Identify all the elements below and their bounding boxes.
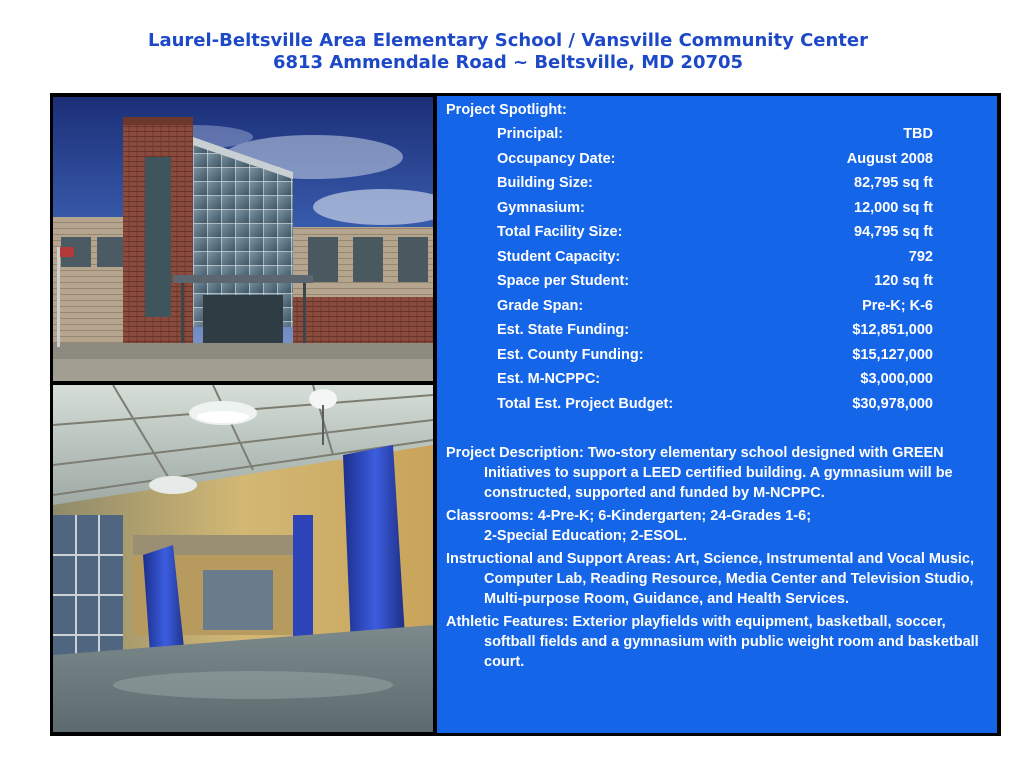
spotlight-heading: Project Spotlight: (446, 102, 567, 118)
spec-value: $12,851,000 (852, 322, 933, 338)
spec-value: 82,795 sq ft (854, 175, 933, 191)
spec-label: Total Facility Size: (497, 224, 623, 240)
spec-row-mncppc (437, 369, 997, 389)
athletic-features: Athletic Features: Exterior playfields with equipment, basketball, soccer, softball fields and a gymnasium with public weight room and basketball court. (446, 614, 979, 670)
spec-row-gymnasium (437, 198, 997, 218)
spec-row-student-capacity (437, 247, 997, 267)
page-title (0, 30, 1016, 74)
spec-value: August 2008 (846, 150, 933, 167)
spec-label: Total Est. Project Budget: (497, 395, 674, 412)
classrooms (446, 506, 986, 546)
spec-value: Pre-K; K-6 (862, 297, 933, 314)
classrooms-line-2: 2-Special Education; 2-ESOL. (484, 528, 688, 544)
spec-row-occupancy-date (437, 149, 997, 169)
spec-value: 94,795 sq ft (854, 224, 933, 240)
spec-row-county-funding (437, 345, 997, 365)
spec-label: Est. M-NCPPC: (497, 371, 601, 387)
spec-row-building-size (437, 173, 997, 193)
spec-label: Student Capacity: (497, 248, 621, 265)
spec-value: $30,978,000 (852, 395, 933, 412)
title-line-school-name: Laurel-Beltsville Area Elementary School / Vansville Community Center (147, 30, 868, 51)
project-info-panel (437, 96, 997, 733)
spec-row-principal (437, 124, 997, 144)
spec-label: Occupancy Date: (497, 150, 616, 167)
project-description: Project Description: Two-story elementary school designed with GREEN Initiatives to support a LEED certified building. A gymnasium will be constructed, supported and funded by M-NCPPC. (446, 445, 953, 501)
spec-value: 792 (908, 248, 933, 265)
spec-label: Est. County Funding: (497, 346, 644, 363)
spec-value: TBD (903, 126, 933, 142)
title-line-address: 6813 Ammendale Road ~ Beltsville, MD 20705 (272, 52, 744, 73)
spec-label: Grade Span: (497, 297, 584, 314)
exterior-photo (53, 97, 433, 381)
interior-photo (53, 385, 433, 732)
spec-label: Est. State Funding: (497, 322, 630, 338)
spec-label: Gymnasium: (497, 199, 585, 216)
spec-value: 120 sq ft (874, 273, 933, 289)
spec-value: 12,000 sq ft (854, 199, 933, 216)
project-description-section (446, 443, 986, 675)
spec-row-state-funding (437, 320, 997, 340)
classrooms-line-1: Classrooms: 4-Pre-K; 6-Kindergarten; 24-Grades 1-6; (446, 508, 812, 524)
spec-value: $3,000,000 (860, 371, 933, 387)
instructional-areas: Instructional and Support Areas: Art, Science, Instrumental and Vocal Music, Computer Lab, Reading Resource, Media Center and Television Studio, Multi-purpose Room, Guidance, and Health Services. (446, 551, 975, 607)
spec-row-total-facility-size (437, 222, 997, 242)
spec-value: $15,127,000 (852, 346, 933, 363)
spec-label: Building Size: (497, 175, 593, 191)
spec-row-space-per-student (437, 271, 997, 291)
spec-label: Principal: (497, 126, 564, 142)
spec-row-total-budget (437, 394, 997, 414)
spec-row-grade-span (437, 296, 997, 316)
spec-label: Space per Student: (497, 273, 630, 289)
